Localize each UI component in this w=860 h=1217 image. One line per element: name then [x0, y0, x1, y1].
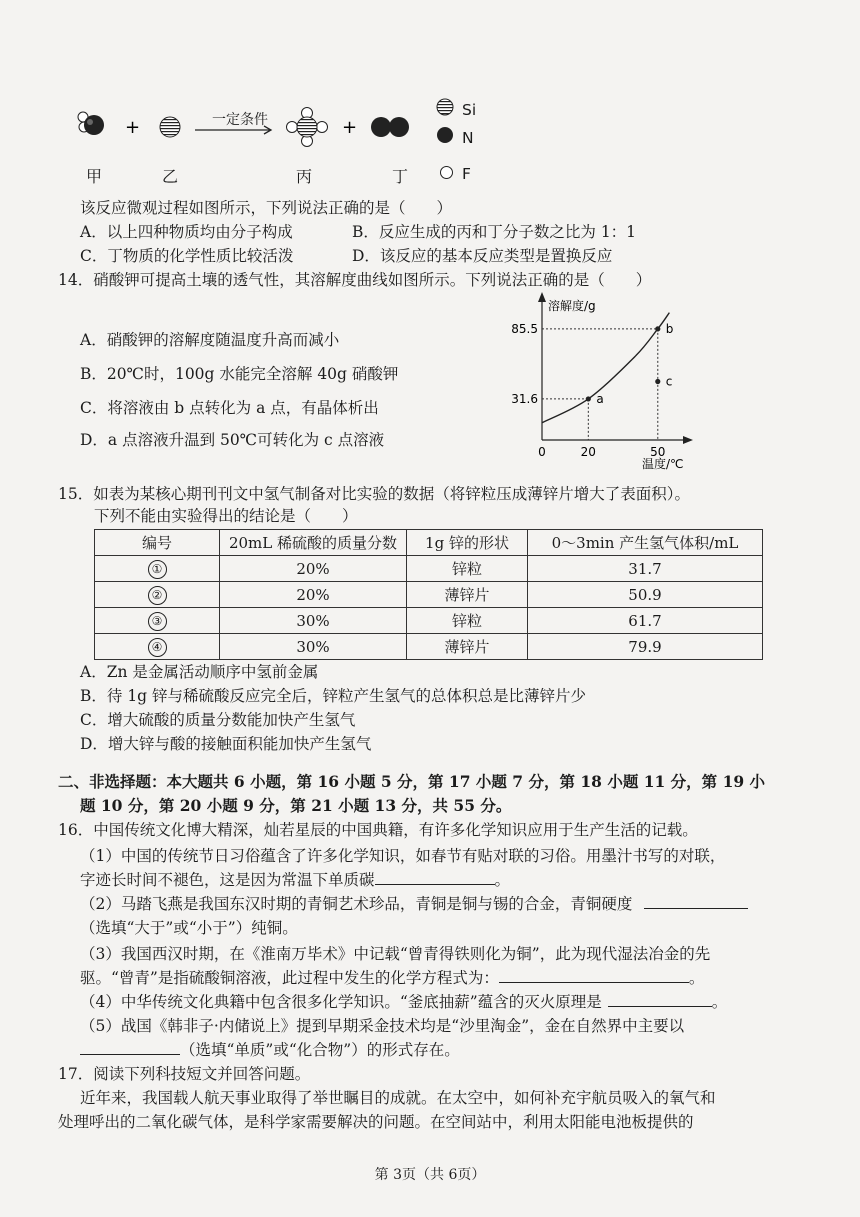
q14-option-a: A．硝酸钾的溶解度随温度升高而减小 [80, 331, 340, 349]
section2-line-2: 题 10 分，第 20 小题 9 分，第 21 小题 13 分，共 55 分。 [80, 796, 512, 815]
point-label-c: c [665, 374, 673, 389]
q16-p4-line [80, 992, 727, 1012]
q16-p1-period: 。 [494, 871, 511, 889]
q13-stem: 该反应微观过程如图所示，下列说法正确的是（ ） [80, 199, 453, 217]
q14-option-c: C．将溶液由 b 点转化为 a 点，有晶体析出 [80, 399, 379, 417]
cell-volume: 61.7 [528, 608, 763, 634]
q16-p2-a-line [80, 894, 748, 914]
molecule-jia [78, 112, 104, 135]
table-row [95, 608, 763, 634]
y-axis-label: 溶解度/g [548, 299, 596, 313]
q15-option-c: C．增大硫酸的质量分数能加快产生氢气 [80, 711, 356, 729]
q13-option-c: C．丁物质的化学性质比较活泼 [80, 247, 294, 265]
y-axis-arrow [538, 292, 546, 302]
q15-stem-1: 15．如表为某核心期刊刊文中氢气制备对比实验的数据（将锌粒压成薄锌片增大了表面积）。 [58, 485, 690, 503]
label-jia: 甲 [86, 167, 103, 186]
point-a [586, 396, 591, 401]
reaction-condition: 一定条件 [212, 112, 268, 128]
x-tick-label: 50 [650, 445, 666, 459]
plus-2: + [342, 117, 358, 138]
cell-zinc: 锌粒 [407, 608, 528, 634]
answer-blank-2[interactable] [644, 894, 748, 909]
cell-zinc: 锌粒 [407, 556, 528, 582]
q16-p5-b-line [80, 1040, 460, 1060]
q15-option-a: A．Zn 是金属活动顺序中氢前金属 [80, 663, 319, 681]
q13-option-b: B．反应生成的丙和丁分子数之比为 1：1 [352, 223, 637, 241]
hollow-circle-icon [440, 166, 453, 179]
q16-p3-b-line [80, 968, 704, 988]
y-tick-label: 31.6 [511, 391, 538, 406]
solubility-chart [500, 288, 720, 478]
cell-acid: 20% [220, 582, 407, 608]
q16-stem: 16．中国传统文化博大精深，灿若星辰的中国典籍，有许多化学知识应用于生产生活的记载。 [58, 821, 698, 839]
page-footer: 第 3页（共 6页） [374, 1167, 486, 1183]
q17-line-2: 处理呼出的二氧化碳气体，是科学家需要解决的问题。在空间站中，利用太阳能电池板提供的 [58, 1113, 694, 1131]
cell-acid: 30% [220, 608, 407, 634]
q16-p2-a: （2）马踏飞燕是我国东汉时期的青铜艺术珍品，青铜是铜与锡的合金，青铜硬度 [80, 895, 633, 913]
q14-stem: 14．硝酸钾可提高土壤的透气性，其溶解度曲线如图所示。下列说法正确的是（ ） [58, 271, 652, 289]
molecule-bing [287, 108, 328, 147]
header-id: 编号 [95, 530, 220, 556]
legend-f-label: F [462, 165, 471, 183]
cell-acid: 30% [220, 634, 407, 660]
row-id: ③ [148, 612, 167, 631]
molecule-ding [371, 117, 409, 137]
row-id: ② [148, 586, 167, 605]
point-label-a: a [596, 391, 604, 406]
label-bing: 丙 [296, 167, 313, 186]
legend [437, 99, 453, 143]
q15-option-b: B．待 1g 锌与稀硫酸反应完全后，锌粒产生氢气的总体积总是比薄锌片少 [80, 687, 587, 705]
point-c [655, 379, 660, 384]
row-id: ① [148, 560, 167, 579]
q16-p1-b: 字迹长时间不褪色，这是因为常温下单质碳 [80, 871, 375, 889]
cell-volume: 50.9 [528, 582, 763, 608]
point-label-b: b [665, 321, 674, 336]
q16-p3-b: 驱。“曾青”是指硫酸铜溶液，此过程中发生的化学方程式为： [80, 969, 499, 987]
x-axis-label: 温度/℃ [642, 457, 684, 471]
table-row [95, 556, 763, 582]
cell-volume: 31.7 [528, 556, 763, 582]
q16-p3-period: 。 [688, 969, 705, 987]
q16-p5-a: （5）战国《韩非子·内储说上》提到早期采金技术均是“沙里淘金”，金在自然界中主要以 [80, 1017, 685, 1035]
q16-p4-period: 。 [711, 993, 728, 1011]
plus-1: + [125, 117, 141, 138]
q17-stem: 17．阅读下列科技短文并回答问题。 [58, 1065, 311, 1083]
cell-acid: 20% [220, 556, 407, 582]
q15-stem-2: 下列不能由实验得出的结论是（ ） [94, 507, 358, 525]
q13-option-d: D．该反应的基本反应类型是置换反应 [352, 247, 613, 265]
section2-line-1: 二、非选择题：本大题共 6 小题，第 16 小题 5 分，第 17 小题 7 分，第 18 小题 11 分，第 19 小 [58, 772, 766, 791]
answer-blank-1[interactable] [375, 870, 495, 885]
x-tick-label: 0 [538, 445, 546, 459]
q16-p1-a: （1）中国的传统节日习俗蕴含了许多化学知识，如春节有贴对联的习俗。用墨汁书写的对联， [80, 847, 726, 865]
q14-option-d: D．a 点溶液升温到 50℃可转化为 c 点溶液 [80, 431, 385, 449]
molecule-yi [160, 117, 180, 137]
experiment-table [94, 529, 763, 660]
q15-option-d: D．增大锌与酸的接触面积能加快产生氢气 [80, 735, 372, 753]
reaction-diagram [70, 95, 510, 165]
q13-option-a: A．以上四种物质均由分子构成 [80, 223, 293, 241]
header-volume: 0～3min 产生氢气体积/mL [528, 530, 763, 556]
q16-p4: （4）中华传统文化典籍中包含很多化学知识。“釜底抽薪”蕴含的灭火原理是 [80, 993, 602, 1011]
q16-p5-b: （选填“单质”或“化合物”）的形式存在。 [180, 1041, 460, 1059]
legend-si-label: Si [462, 101, 477, 119]
header-acid: 20mL 稀硫酸的质量分数 [220, 530, 407, 556]
label-yi: 乙 [162, 167, 179, 186]
table-header-row [95, 530, 763, 556]
x-axis-arrow [683, 436, 693, 444]
label-ding: 丁 [392, 167, 409, 186]
q17-line-1: 近年来，我国载人航天事业取得了举世瞩目的成就。在太空中，如何补充宇航员吸入的氧气和 [80, 1089, 716, 1107]
cell-volume: 79.9 [528, 634, 763, 660]
q16-p1-b-line [80, 870, 510, 890]
table-row [95, 634, 763, 660]
dark-circle-icon [437, 127, 453, 143]
point-b [655, 326, 660, 331]
q16-p2-b: （选填“大于”或“小于”）纯铜。 [80, 919, 298, 937]
striped-circle-icon [437, 99, 453, 115]
table-row [95, 582, 763, 608]
cell-zinc: 薄锌片 [407, 634, 528, 660]
q14-option-b: B．20℃时，100g 水能完全溶解 40g 硝酸钾 [80, 365, 399, 383]
cell-zinc: 薄锌片 [407, 582, 528, 608]
header-zinc: 1g 锌的形状 [407, 530, 528, 556]
answer-blank-3[interactable] [499, 968, 689, 983]
legend-n-label: N [462, 129, 474, 147]
answer-blank-5[interactable] [80, 1040, 180, 1055]
answer-blank-4[interactable] [608, 992, 712, 1007]
q16-p3-a: （3）我国西汉时期，在《淮南万毕术》中记载“曾青得铁则化为铜”，此为现代湿法冶金的先 [80, 945, 711, 963]
y-tick-label: 85.5 [511, 321, 538, 336]
row-id: ④ [148, 638, 167, 657]
x-tick-label: 20 [580, 445, 596, 459]
